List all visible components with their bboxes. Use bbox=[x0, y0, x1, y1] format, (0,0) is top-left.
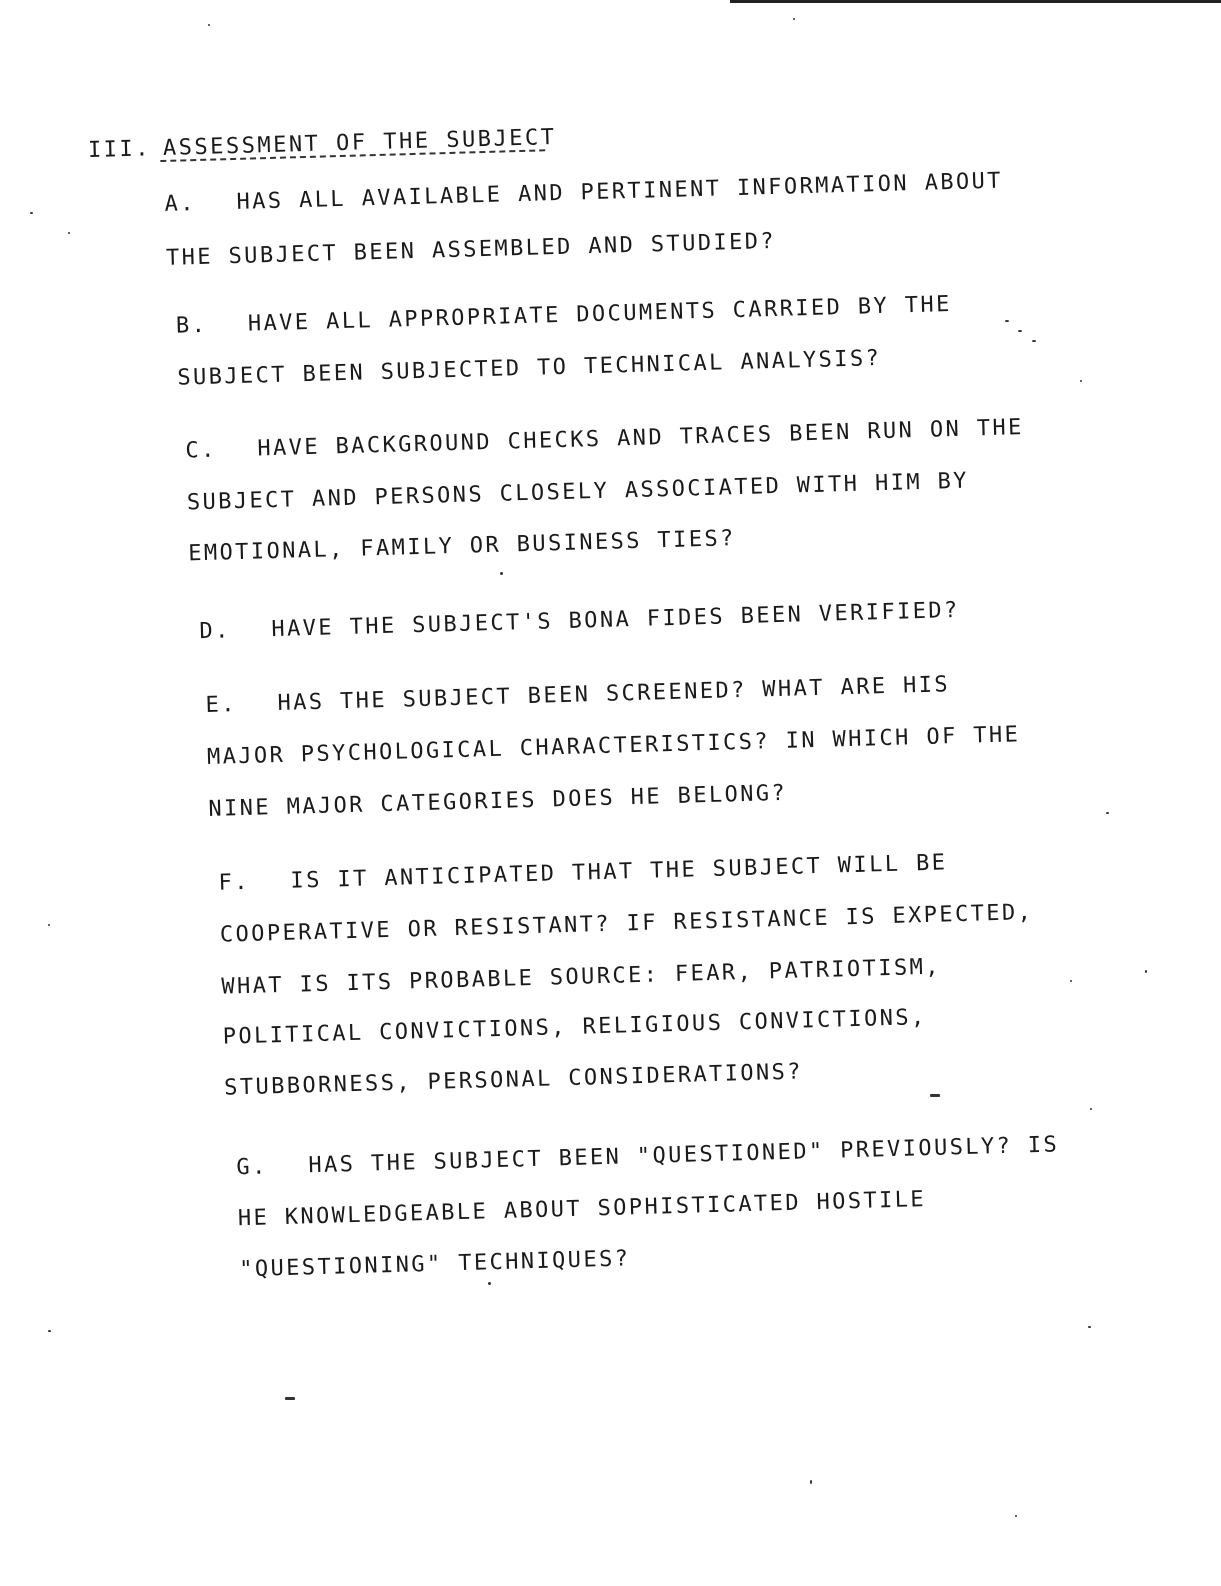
scan-speck bbox=[30, 212, 33, 214]
scan-speck bbox=[1018, 330, 1022, 332]
scan-speck bbox=[930, 1094, 940, 1097]
item-letter: C. bbox=[185, 437, 218, 464]
scan-speck bbox=[1005, 320, 1009, 322]
scan-speck bbox=[1032, 340, 1036, 342]
question-line: HAVE BACKGROUND CHECKS AND TRACES BEEN RUN ON THE bbox=[257, 415, 1025, 462]
section-title: ASSESSMENT OF THE SUBJECT bbox=[162, 124, 557, 161]
item-letter: F. bbox=[218, 869, 251, 896]
question-line: SUBJECT AND PERSONS CLOSELY ASSOCIATED WITH HIM BY bbox=[186, 468, 970, 516]
question-line: POLITICAL CONVICTIONS, RELIGIOUS CONVICTIONS, bbox=[222, 1004, 927, 1050]
scan-speck bbox=[1070, 980, 1072, 982]
scan-speck bbox=[500, 572, 503, 575]
scan-speck bbox=[208, 24, 210, 26]
question-line: STUBBORNESS, PERSONAL CONSIDERATIONS? bbox=[223, 1059, 804, 1101]
question-line: COOPERATIVE OR RESISTANT? IF RESISTANCE IS EXPECTED, bbox=[219, 899, 1034, 948]
scan-speck bbox=[810, 1480, 812, 1484]
scan-speck bbox=[1088, 1326, 1091, 1328]
item-letter: B. bbox=[175, 312, 208, 339]
scan-speck bbox=[1080, 380, 1082, 382]
scan-speck bbox=[68, 232, 70, 234]
scan-speck bbox=[285, 1397, 295, 1400]
question-line: THE SUBJECT BEEN ASSEMBLED AND STUDIED? bbox=[165, 228, 777, 271]
question-line: HAS THE SUBJECT BEEN SCREENED? WHAT ARE HIS bbox=[277, 672, 951, 716]
question-line: HAVE THE SUBJECT'S BONA FIDES BEEN VERIFIED? bbox=[271, 597, 960, 643]
section-number: III. bbox=[87, 136, 152, 164]
question-line: WHAT IS ITS PROBABLE SOURCE: FEAR, PATRIOTISM, bbox=[221, 954, 942, 1000]
question-line: HAS ALL AVAILABLE AND PERTINENT INFORMATION ABOUT bbox=[236, 168, 1004, 215]
scan-speck bbox=[1106, 812, 1109, 814]
question-line: "QUESTIONING" TECHNIQUES? bbox=[238, 1246, 631, 1283]
question-line: HAVE ALL APPROPRIATE DOCUMENTS CARRIED BY THE bbox=[247, 292, 953, 337]
item-letter: G. bbox=[236, 1154, 269, 1181]
item-letter: D. bbox=[199, 618, 232, 645]
scan-speck bbox=[48, 1330, 51, 1332]
question-line: EMOTIONAL, FAMILY OR BUSINESS TIES? bbox=[187, 526, 737, 567]
scan-speck bbox=[488, 1282, 491, 1285]
item-letter: A. bbox=[164, 191, 197, 217]
question-line: HE KNOWLEDGEABLE ABOUT SOPHISTICATED HOSTILE bbox=[237, 1187, 927, 1232]
scan-speck bbox=[1015, 1515, 1017, 1517]
question-line: IS IT ANTICIPATED THAT THE SUBJECT WILL BE bbox=[290, 850, 948, 894]
question-line: HAS THE SUBJECT BEEN "QUESTIONED" PREVIOUSLY? IS bbox=[308, 1132, 1060, 1179]
scan-speck bbox=[48, 924, 50, 926]
scan-speck bbox=[793, 18, 795, 20]
scan-speck bbox=[1090, 1108, 1092, 1110]
scan-speck bbox=[1145, 970, 1147, 973]
item-letter: E. bbox=[205, 692, 238, 718]
question-line: SUBJECT BEEN SUBJECTED TO TECHNICAL ANALYSIS? bbox=[177, 345, 882, 391]
question-line: NINE MAJOR CATEGORIES DOES HE BELONG? bbox=[208, 780, 788, 822]
question-line: MAJOR PSYCHOLOGICAL CHARACTERISTICS? IN WHICH OF THE bbox=[206, 722, 1021, 770]
